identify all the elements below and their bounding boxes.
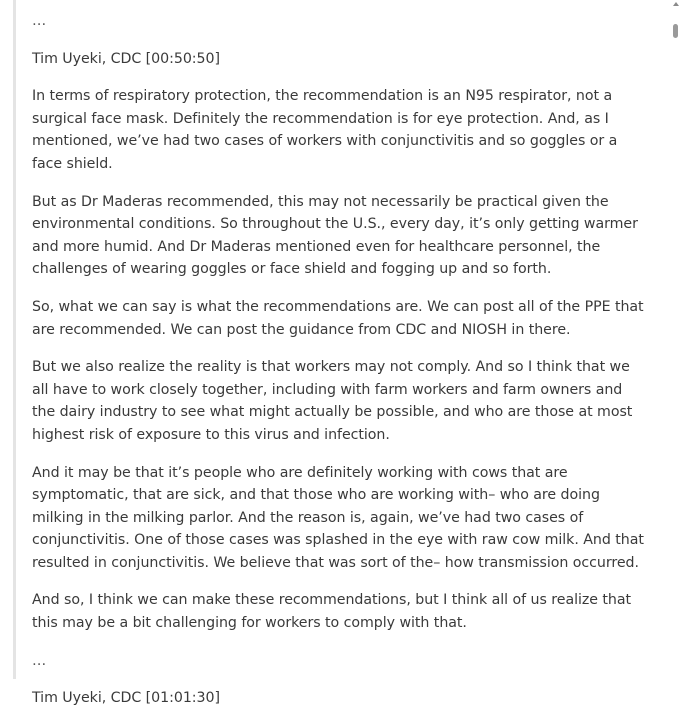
transcript-paragraph: So, what we can say is what the recommendations are. We can post all of the PPE that are recommended. We can post the guidance from CDC and NIOSH in there.	[32, 298, 644, 338]
scroll-up-arrow-icon[interactable]	[673, 2, 679, 6]
ellipsis-bottom: …	[32, 652, 47, 669]
speaker-timestamp: Tim Uyeki, CDC [00:50:50]	[32, 50, 220, 67]
blockquote-left-border	[13, 0, 16, 679]
transcript-paragraph: And it may be that it’s people who are definitely working with cows that are symptomatic, that are sick, and that those who are working with– who are doing milking in the milking parlor. And the reason is, again, we’ve had two cases of conjunctivitis. One of those cases was splashed in the eye with raw cow milk. And that resulted in conjunctivitis. We believe that was sort of the– how transmission occurred.	[32, 464, 644, 571]
ellipsis-top: …	[32, 13, 47, 29]
scrollbar-thumb[interactable]	[673, 24, 678, 38]
vertical-scrollbar[interactable]	[671, 0, 680, 679]
transcript-quote-block	[32, 10, 644, 725]
transcript-paragraph: But we also realize the reality is that workers may not comply. And so I think that we all have to work closely together, including with farm workers and farm owners and the dairy industry to see what might actually be possible, and who are those at most highest risk of exposure to this virus and infection.	[32, 359, 633, 443]
speaker-timestamp: Tim Uyeki, CDC [01:01:30]	[32, 690, 220, 707]
transcript-paragraph: In terms of respiratory protection, the recommendation is an N95 respirator, not a surgical face mask. Definitely the recommendation is for eye protection. And, as I mentioned, we’ve had two cases of workers with conjunctivitis and so goggles or a face shield.	[32, 88, 618, 172]
transcript-paragraph: But as Dr Maderas recommended, this may not necessarily be practical given the environmental conditions. So throughout the U.S., every day, it’s only getting warmer and more humid. And Dr Maderas mentioned even for healthcare personnel, the challenges of wearing goggles or face shield and fogging up and so forth.	[32, 193, 638, 278]
transcript-paragraph: And so, I think we can make these recommendations, but I think all of us realize that this may be a bit challenging for workers to comply with that.	[32, 592, 632, 632]
